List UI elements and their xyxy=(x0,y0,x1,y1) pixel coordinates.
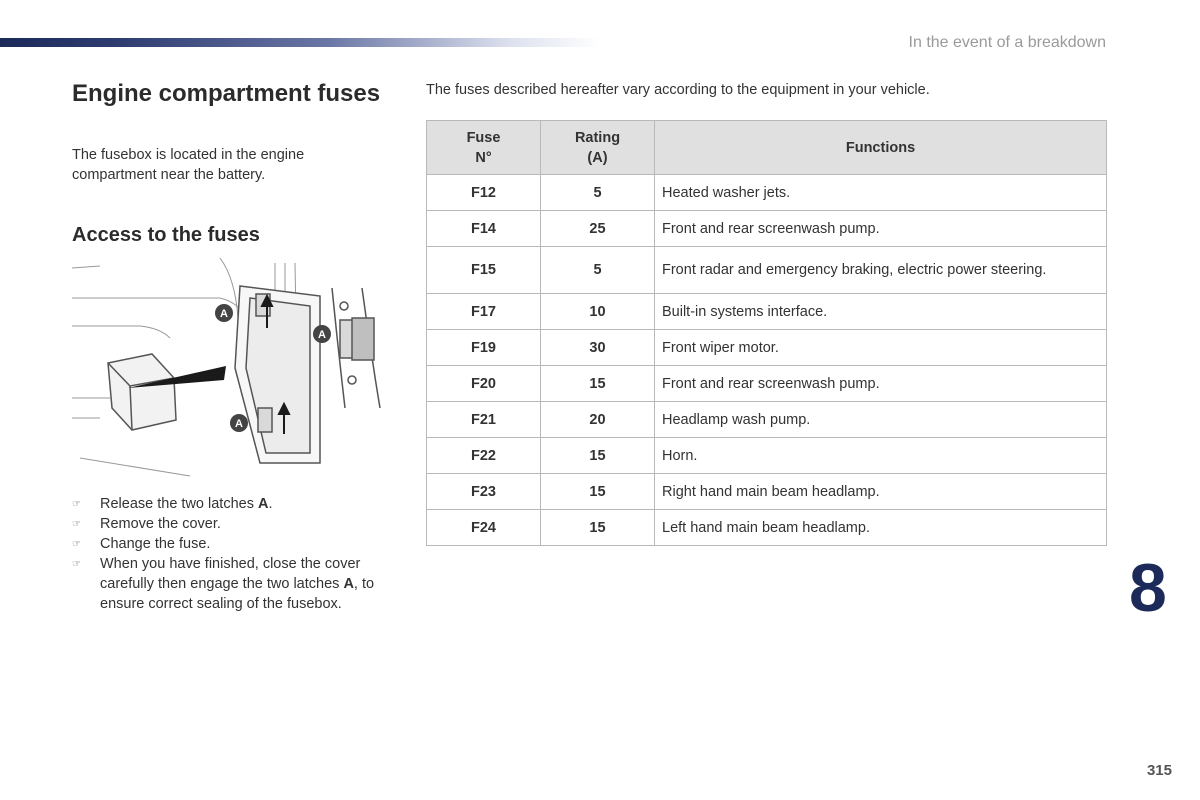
function-cell: Front radar and emergency braking, electric power steering. xyxy=(655,247,1107,294)
rating-cell: 25 xyxy=(541,211,655,247)
fuse-number-cell: F21 xyxy=(427,402,541,438)
section-header: In the event of a breakdown xyxy=(908,34,1106,51)
steps-list xyxy=(72,494,402,614)
fusebox-location-text: The fusebox is located in the engine compartment near the battery. xyxy=(72,147,305,183)
header-rating: Rating (A) xyxy=(541,121,655,175)
table-row xyxy=(427,294,1107,330)
table-row xyxy=(427,510,1107,546)
fuse-number-cell: F12 xyxy=(427,175,541,211)
callout-label: A xyxy=(318,329,326,341)
step-item: ☞ Release the two latches A. xyxy=(72,494,402,514)
table-intro-text: The fuses described hereafter vary according to the equipment in your vehicle. xyxy=(426,82,930,98)
rating-cell: 30 xyxy=(541,330,655,366)
table-row xyxy=(427,247,1107,294)
step-item: ☞ Remove the cover. xyxy=(72,514,402,534)
function-cell: Front and rear screenwash pump. xyxy=(655,211,1107,247)
fusebox-cover xyxy=(235,286,320,463)
page-title: Engine compartment fuses xyxy=(72,80,381,107)
callout-label: A xyxy=(220,308,228,320)
fuse-number-cell: F22 xyxy=(427,438,541,474)
rating-cell: 5 xyxy=(541,175,655,211)
table-row xyxy=(427,402,1107,438)
function-cell: Headlamp wash pump. xyxy=(655,402,1107,438)
function-cell: Front wiper motor. xyxy=(655,330,1107,366)
battery-box xyxy=(108,354,176,430)
step-item: ☞ Change the fuse. xyxy=(72,534,402,554)
fuse-number-cell: F19 xyxy=(427,330,541,366)
header-functions: Functions xyxy=(655,121,1107,175)
fuse-number-cell: F15 xyxy=(427,247,541,294)
table-row xyxy=(427,211,1107,247)
rating-cell: 15 xyxy=(541,510,655,546)
fuse-number-cell: F17 xyxy=(427,294,541,330)
function-cell: Right hand main beam headlamp. xyxy=(655,474,1107,510)
chapter-number: 8 xyxy=(1129,550,1167,626)
table-row xyxy=(427,474,1107,510)
latch-detail xyxy=(332,288,380,408)
fuse-number-cell: F20 xyxy=(427,366,541,402)
table-row xyxy=(427,438,1107,474)
fuse-table xyxy=(426,120,1107,546)
pointing-hand-icon: ☞ xyxy=(72,559,81,570)
pointing-hand-icon: ☞ xyxy=(72,539,81,550)
function-cell: Front and rear screenwash pump. xyxy=(655,366,1107,402)
rating-cell: 20 xyxy=(541,402,655,438)
rating-cell: 5 xyxy=(541,247,655,294)
header-accent-bar xyxy=(0,38,600,47)
fusebox-illustration xyxy=(70,258,390,483)
rating-cell: 15 xyxy=(541,438,655,474)
table-row xyxy=(427,175,1107,211)
rating-cell: 15 xyxy=(541,366,655,402)
function-cell: Left hand main beam headlamp. xyxy=(655,510,1107,546)
table-header-row xyxy=(427,121,1107,175)
pointing-hand-icon: ☞ xyxy=(72,499,81,510)
function-cell: Horn. xyxy=(655,438,1107,474)
fuse-number-cell: F23 xyxy=(427,474,541,510)
fuse-number-cell: F24 xyxy=(427,510,541,546)
callout-label: A xyxy=(235,418,243,430)
function-cell: Built-in systems interface. xyxy=(655,294,1107,330)
access-heading: Access to the fuses xyxy=(72,224,260,246)
page-number: 315 xyxy=(1146,762,1172,779)
step-item: ☞ When you have finished, close the cover carefully then engage the two latches A, to ensure correct sealing of the fusebox. xyxy=(72,556,375,612)
rating-cell: 15 xyxy=(541,474,655,510)
function-cell: Heated washer jets. xyxy=(655,175,1107,211)
table-row xyxy=(427,366,1107,402)
header-fuse-number: Fuse N° xyxy=(427,121,541,175)
table-row xyxy=(427,330,1107,366)
fuse-number-cell: F14 xyxy=(427,211,541,247)
pointing-hand-icon: ☞ xyxy=(72,519,81,530)
rating-cell: 10 xyxy=(541,294,655,330)
